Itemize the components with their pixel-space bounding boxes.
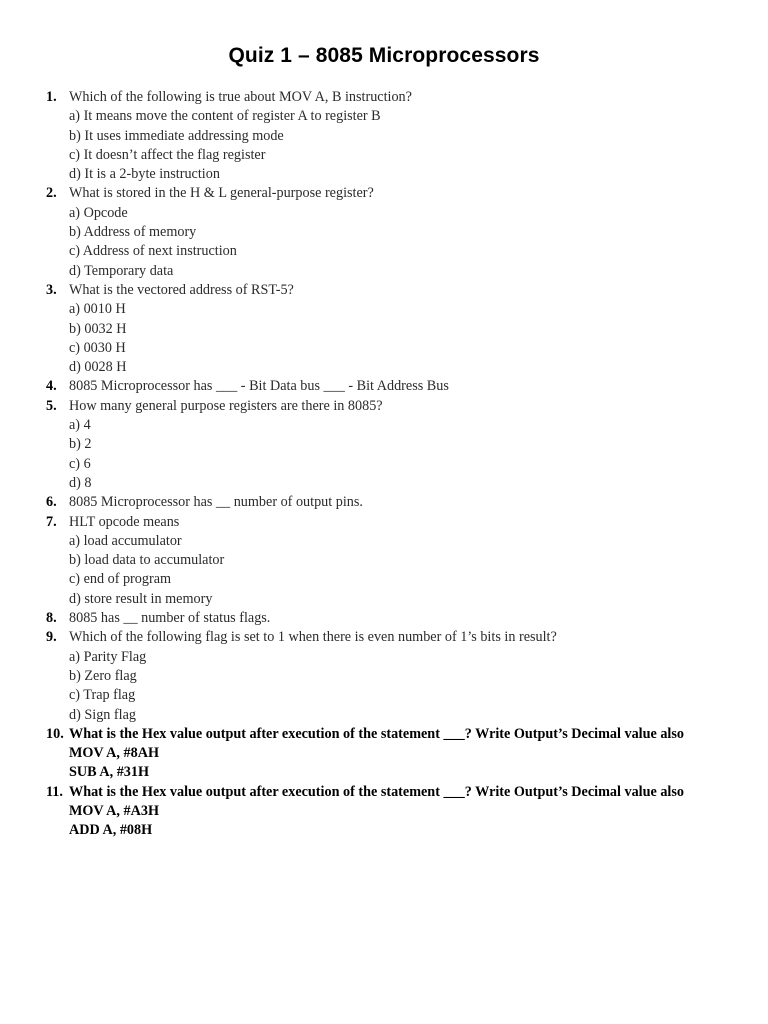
option-text: a) Parity Flag [69,648,147,665]
question-text: What is the Hex value output after execution of the statement ___? Write Output’s Decimal value also [69,783,684,800]
option-text: d) 0028 H [69,359,127,376]
question-number: 5. [46,397,57,414]
option-text: b) load data to accumulator [69,552,225,569]
question-1 [0,88,768,107]
option-text: c) Address of next instruction [69,243,237,260]
question-number: 10. [46,725,64,742]
question-7 [0,513,768,532]
option-text: a) 4 [69,417,91,434]
question-number: 11. [46,783,63,800]
option-text: c) Trap flag [69,687,136,704]
option-5c [0,455,768,474]
question-text: HLT opcode means [69,513,180,530]
option-1c [0,146,768,165]
question-text: 8085 Microprocessor has ___ - Bit Data bus ___ - Bit Address Bus [69,378,449,395]
option-3d [0,358,768,377]
question-10 [0,725,768,744]
option-9a [0,648,768,667]
option-9c [0,686,768,705]
option-3b [0,320,768,339]
option-text: a) load accumulator [69,532,182,549]
code-text: MOV A, #8AH [69,745,159,762]
code-line-10-1 [0,744,768,763]
option-7c [0,570,768,589]
option-5a [0,416,768,435]
option-text: d) store result in memory [69,590,213,607]
option-9b [0,667,768,686]
question-text: Which of the following is true about MOV A, B instruction? [69,89,412,105]
option-7d [0,590,768,609]
question-8 [0,609,768,628]
option-1a [0,107,768,126]
option-2d [0,262,768,281]
option-5d [0,474,768,493]
question-text: What is the vectored address of RST-5? [69,281,294,298]
question-number: 2. [46,185,57,202]
code-line-11-1 [0,802,768,821]
question-6 [0,493,768,512]
option-text: d) It is a 2-byte instruction [69,166,220,183]
option-2c [0,242,768,261]
question-number: 8. [46,610,57,627]
option-text: c) 6 [69,455,91,472]
page-title: Quiz 1 – 8085 Microprocessors [228,44,540,67]
question-11 [0,783,768,802]
question-3 [0,281,768,300]
option-text: b) Address of memory [69,224,197,241]
question-number: 4. [46,378,57,395]
option-5b [0,435,768,454]
question-number: 6. [46,494,57,511]
option-3c [0,339,768,358]
code-text: MOV A, #A3H [69,802,159,819]
option-text: c) It doesn’t affect the flag register [69,146,266,163]
option-text: b) 0032 H [69,320,127,337]
option-text: d) Temporary data [69,262,174,279]
question-number: 3. [46,281,57,298]
question-text: Which of the following flag is set to 1 when there is even number of 1’s bits in result? [69,629,557,646]
code-text: SUB A, #31H [69,764,150,781]
option-text: d) Sign flag [69,706,136,723]
option-text: c) 0030 H [69,339,126,356]
option-text: a) Opcode [69,204,128,221]
question-text: What is stored in the H & L general-purpose register? [69,185,374,202]
code-line-11-2 [0,821,768,840]
option-text: d) 8 [69,474,92,491]
option-7b [0,551,768,570]
question-list [0,88,768,841]
question-5 [0,397,768,416]
option-2b [0,223,768,242]
option-2a [0,204,768,223]
option-text: b) It uses immediate addressing mode [69,127,284,144]
question-text: How many general purpose registers are there in 8085? [69,397,383,414]
option-text: a) It means move the content of register A to register B [69,108,381,125]
option-text: c) end of program [69,571,172,588]
option-7a [0,532,768,551]
option-3a [0,300,768,319]
question-4 [0,377,768,396]
option-1b [0,127,768,146]
option-text: b) 2 [69,436,92,453]
option-text: b) Zero flag [69,667,137,684]
question-number: 1. [46,89,57,105]
option-1d [0,165,768,184]
option-9d [0,706,768,725]
question-text: What is the Hex value output after execution of the statement ___? Write Output’s Decimal value also [69,725,684,742]
code-line-10-2 [0,763,768,782]
question-text: 8085 Microprocessor has __ number of output pins. [69,494,363,511]
question-text: 8085 has __ number of status flags. [69,610,271,627]
question-9 [0,628,768,647]
question-number: 9. [46,629,57,646]
code-text: ADD A, #08H [69,822,153,839]
option-text: a) 0010 H [69,301,126,318]
question-number: 7. [46,513,57,530]
question-2 [0,184,768,203]
